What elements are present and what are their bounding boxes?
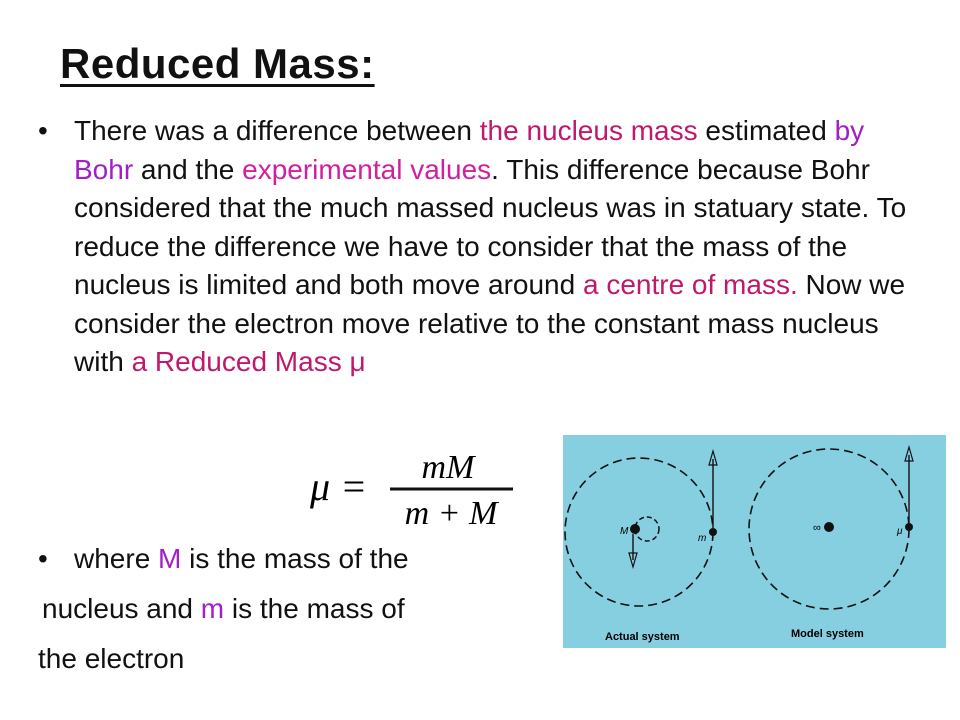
highlight-reduced-mass: a Reduced Mass μ xyxy=(131,346,366,377)
highlight-M: M xyxy=(158,543,182,574)
nucleus-label: M xyxy=(620,526,629,537)
model-system-caption: Model system xyxy=(791,628,864,640)
text-segment: There was a difference between xyxy=(74,115,480,146)
text-segment: and the xyxy=(133,153,243,185)
infinite-nucleus-dot xyxy=(824,522,834,532)
text-segment: is the mass of the xyxy=(181,543,409,574)
text-segment: nucleus and xyxy=(42,593,201,624)
explanation-paragraph xyxy=(74,112,918,382)
electron-dot xyxy=(709,528,717,536)
actual-system-caption: Actual system xyxy=(605,631,680,643)
highlight-nucleus-mass: the nucleus mass xyxy=(479,115,698,146)
main-bullet xyxy=(38,112,918,382)
highlight-by-bohr: by Bohr xyxy=(74,115,865,185)
nucleus-dot xyxy=(630,524,640,534)
bullet-dot xyxy=(38,112,74,382)
text-segment: where xyxy=(74,543,159,574)
where-line-2 xyxy=(42,590,405,628)
text-segment: estimated xyxy=(697,115,835,146)
reduced-mass-dot xyxy=(905,523,913,531)
highlight-centre-of-mass: a centre of mass. xyxy=(582,269,798,300)
highlight-experimental-values: experimental values xyxy=(242,153,492,185)
bullet-dot xyxy=(38,540,74,578)
formula-numerator: mM xyxy=(421,449,475,486)
where-line-3: the electron xyxy=(38,643,185,674)
orbit-diagram xyxy=(563,435,946,648)
slide-title: Reduced Mass: xyxy=(60,40,375,87)
highlight-m: m xyxy=(200,593,225,624)
electron-label: m xyxy=(698,533,707,544)
text-segment: is the mass of xyxy=(224,593,405,624)
where-bullet xyxy=(38,540,409,578)
formula-lhs: μ = xyxy=(310,464,368,509)
text-segment: . This difference because Bohr considered that the much massed nucleus was in statuary state. To reduce the difference we have to consider that the mass of the nucleus is limited and both move around xyxy=(74,153,907,300)
reduced-mass-formula xyxy=(308,442,523,532)
infinite-mass-label: ∞ xyxy=(813,522,821,534)
reduced-mass-label: μ xyxy=(897,526,903,537)
formula-denominator: m + M xyxy=(404,495,498,532)
text-segment: Now we consider the electron move relative to the constant mass nucleus with xyxy=(74,269,906,377)
